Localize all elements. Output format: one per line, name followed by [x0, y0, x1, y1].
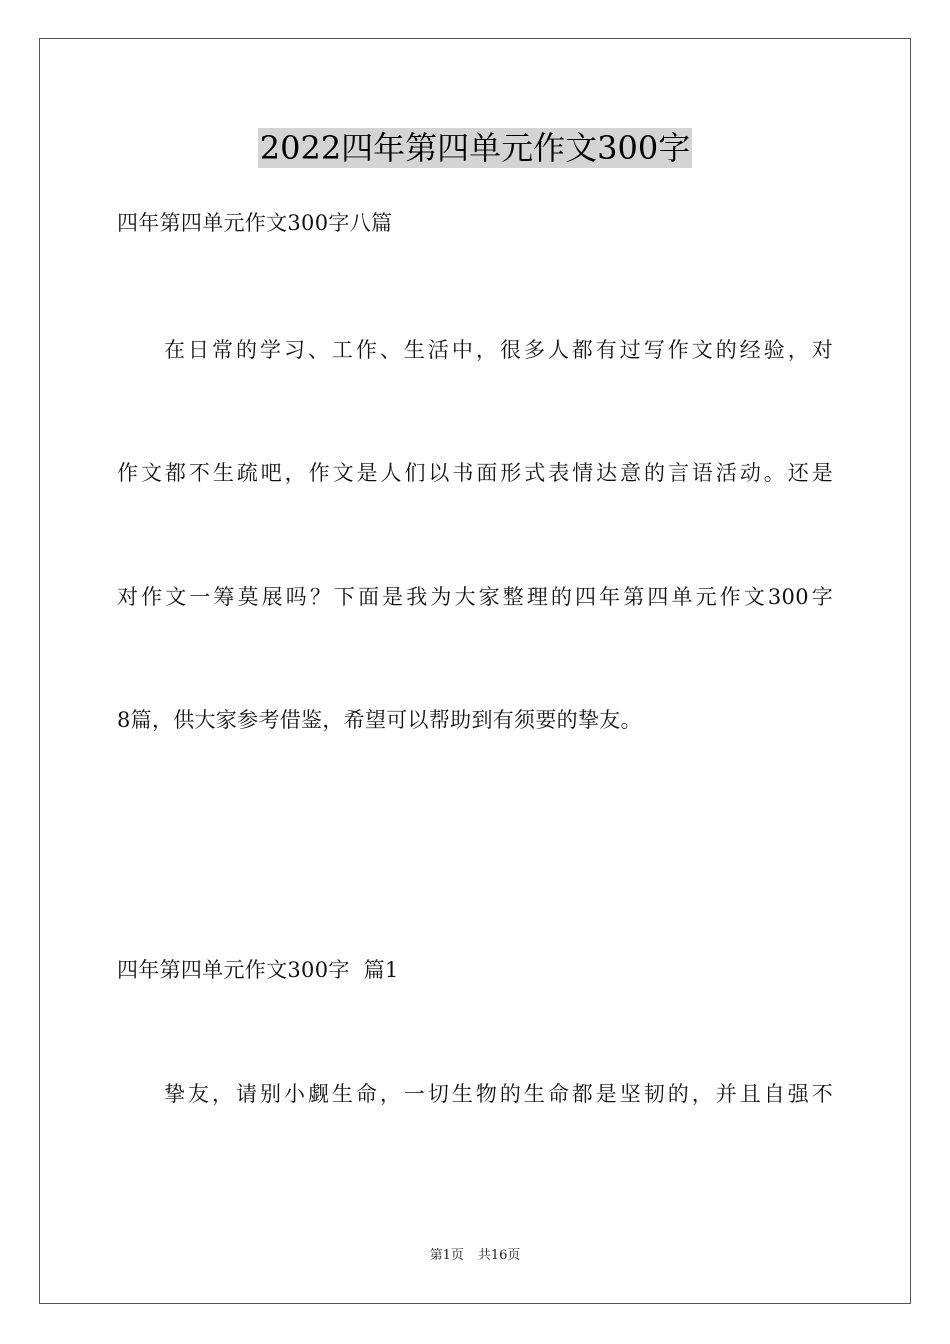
intro-line-2: 作文都不生疏吧，作文是人们以书面形式表情达意的言语活动。还是 — [117, 461, 833, 485]
page-number-current: 第1页 — [429, 1248, 464, 1263]
section-heading: 四年第四单元作文300字 篇1 — [117, 958, 399, 982]
document-title: 2022四年第四单元作文300字 — [259, 129, 691, 167]
page-footer — [0, 1247, 950, 1265]
page-number-total: 共16页 — [477, 1248, 521, 1263]
document-title-wrapper — [0, 128, 950, 168]
intro-line-1: 在日常的学习、工作、生活中，很多人都有过写作文的经验，对 — [164, 338, 833, 362]
section-first-line: 挚友，请别小觑生命，一切生物的生命都是坚韧的，并且自强不 — [164, 1082, 833, 1106]
intro-line-4: 8篇，供大家参考借鉴，希望可以帮助到有须要的挚友。 — [117, 708, 642, 732]
intro-line-3: 对作文一筹莫展吗？下面是我为大家整理的四年第四单元作文300字 — [117, 585, 833, 609]
document-subtitle: 四年第四单元作文300字八篇 — [117, 211, 393, 235]
